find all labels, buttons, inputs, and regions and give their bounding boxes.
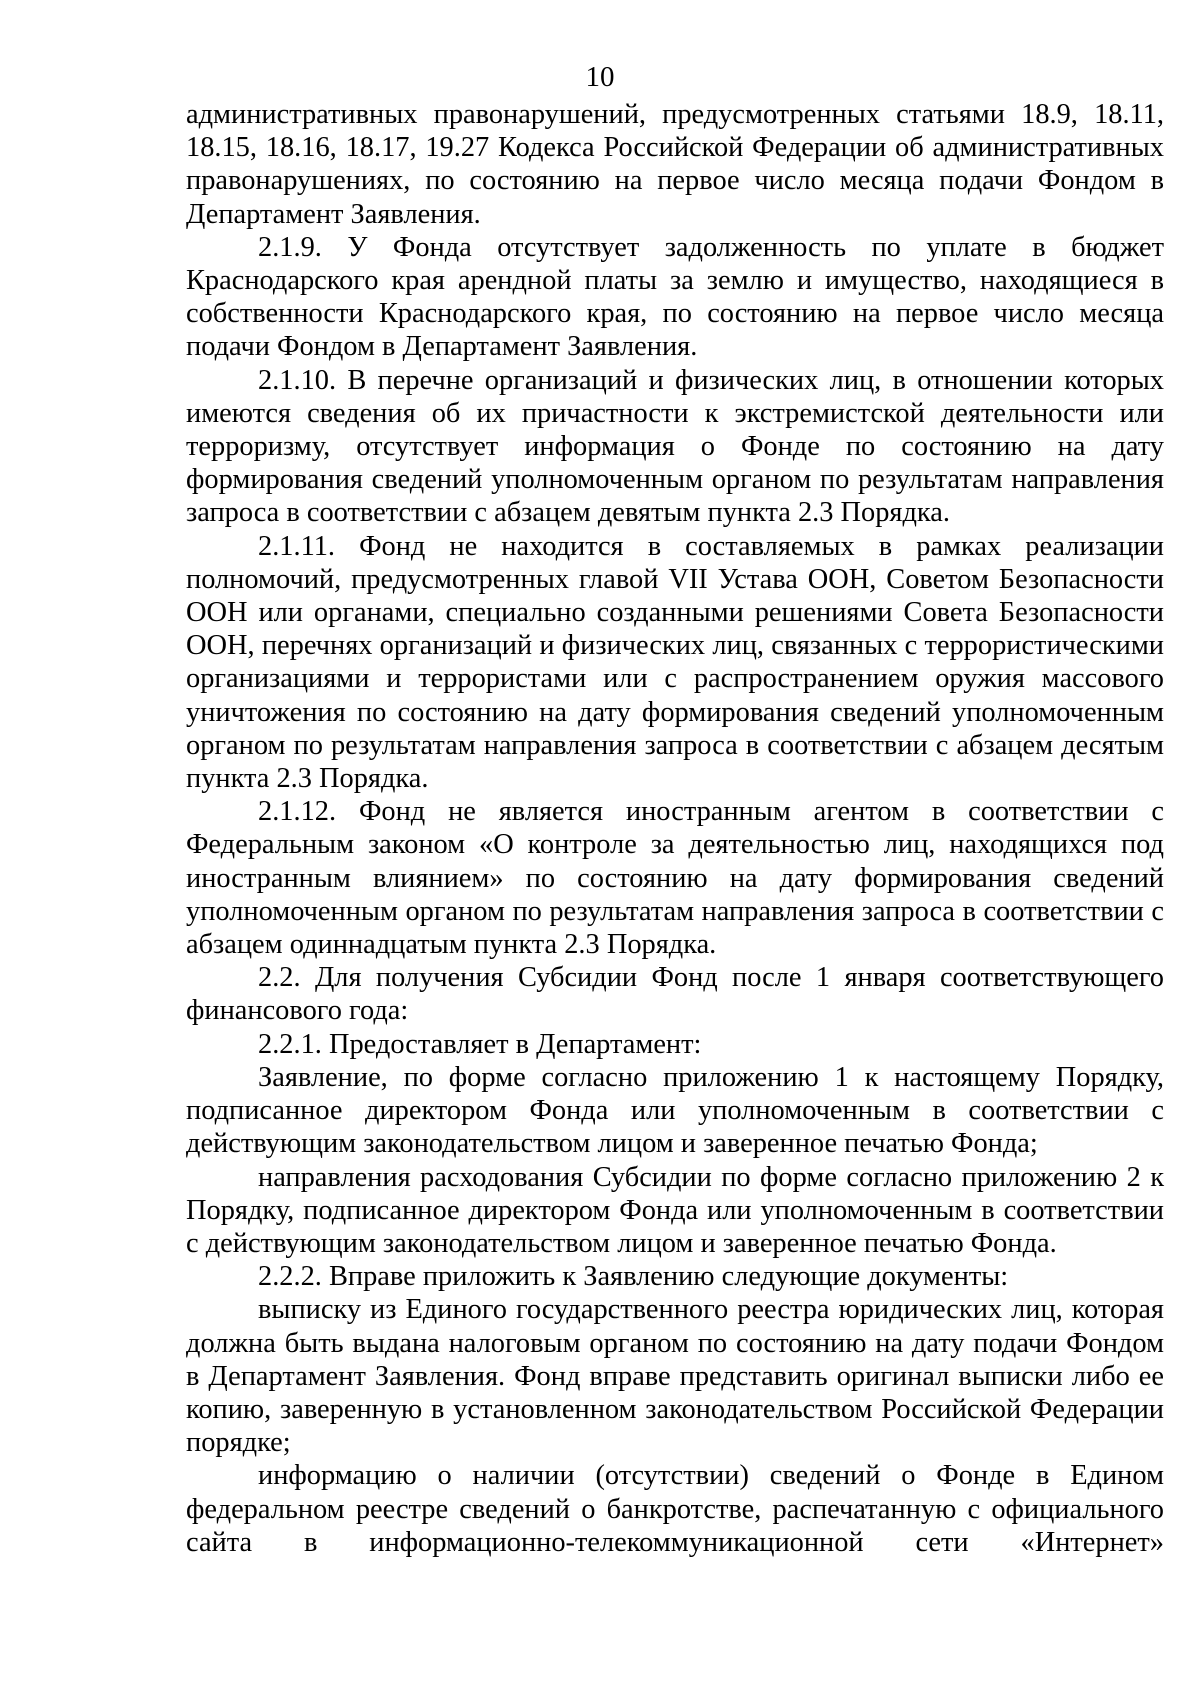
paragraph-spending-directions: направления расходования Субсидии по форме согласно приложению 2 к Порядку, подписанное директором Фонда или уполномоченным в соответствии с действующим законодательством лицом и заверенное печатью Фонда.	[186, 1161, 1164, 1259]
paragraph-registry-extract: выписку из Единого государственного реестра юридических лиц, которая должна быть выдана налоговым органом по состоянию на дату подачи Фондом в Департамент Заявления. Фонд вправе представить оригинал выписки либо ее копию, заверенную в установленном законодательством Российской Федерации порядке;	[186, 1294, 1164, 1459]
paragraph-2-2-1: 2.2.1. Предоставляет в Департамент:	[258, 1028, 702, 1060]
paragraph-2-2-2: 2.2.2. Вправе приложить к Заявлению следующие документы:	[258, 1261, 1009, 1293]
paragraph-continuation: административных правонарушений, предусмотренных статьями 18.9, 18.11, 18.15, 18.16, 18.17, 19.27 Кодекса Российской Федерации об административных правонарушениях, по состоянию на первое число месяца подачи Фондом в Департамент Заявления.	[186, 99, 1164, 230]
page-number: 10	[585, 61, 615, 93]
paragraph-bankruptcy-info: информацию о наличии (отсутствии) сведений о Фонде в Едином федеральном реестре сведений о банкротстве, распечатанную с официального сайта в информационно-телекоммуникационной сети «Интернет»	[186, 1460, 1164, 1558]
paragraph-2-1-10: 2.1.10. В перечне организаций и физических лиц, в отношении которых имеются сведения об их причастности к экстремистской деятельности или терроризму, отсутствует информация о Фонде по состоянию на дату формирования сведений уполномоченным органом по результатам направления запроса в соответствии с абзацем девятым пункта 2.3 Порядка.	[186, 364, 1164, 529]
paragraph-application: Заявление, по форме согласно приложению 1 к настоящему Порядку, подписанное директором Фонда или уполномоченным в соответствии с действующим законодательством лицом и заверенное печатью Фонда;	[186, 1061, 1164, 1160]
paragraph-2-1-12: 2.1.12. Фонд не является иностранным агентом в соответствии с Федеральным законом «О контроле за деятельностью лиц, находящихся под иностранным влиянием» по состоянию на дату формирования сведений уполномоченным органом по результатам направления запроса в соответствии с абзацем одиннадцатым пункта 2.3 Порядка.	[186, 796, 1164, 961]
paragraph-2-1-11: 2.1.11. Фонд не находится в составляемых в рамках реализации полномочий, предусмотренных главой VII Устава ООН, Советом Безопасности ООН или органами, специально созданными решениями Совета Безопасности ООН, перечнях организаций и физических лиц, связанных с террористическими организациями и террористами или с распространением оружия массового уничтожения по состоянию на дату формирования сведений уполномоченным органом по результатам направления запроса в соответствии с абзацем десятым пункта 2.3 Порядка.	[186, 530, 1164, 795]
paragraph-2-2: 2.2. Для получения Субсидии Фонд после 1 января соответствующего финансового года:	[186, 962, 1164, 1027]
document-body	[186, 98, 1164, 1559]
paragraph-2-1-9: 2.1.9. У Фонда отсутствует задолженность по уплате в бюджет Краснодарского края арендной платы за землю и имущество, находящиеся в собственности Краснодарского края, по состоянию на первое число месяца подачи Фондом в Департамент Заявления.	[186, 231, 1164, 363]
